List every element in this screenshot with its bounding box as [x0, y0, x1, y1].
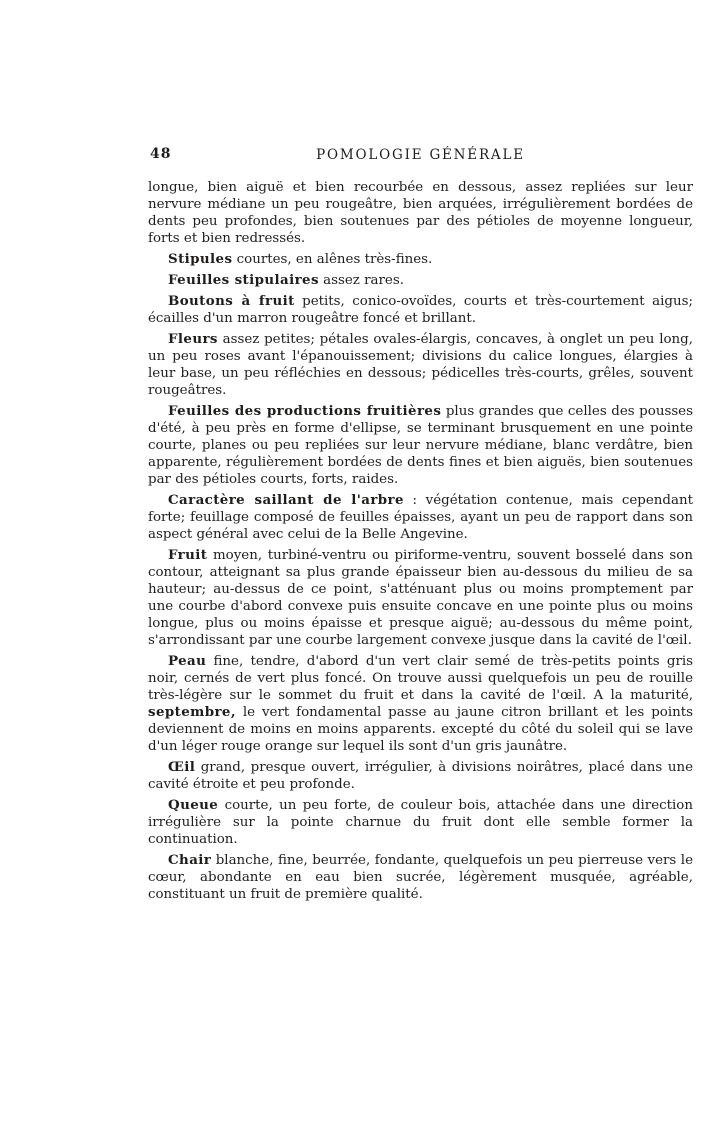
paragraph-text: grand, presque ouvert, irrégulier, à divisions noirâtres, placé dans une cavité étroite et peu profonde.	[148, 760, 693, 792]
page-number: 48	[150, 146, 172, 162]
paragraph-lead: Feuilles stipulaires	[168, 272, 319, 288]
paragraph-lead: Peau	[168, 653, 207, 669]
paragraph-lead: Caractère saillant de l'arbre	[168, 492, 404, 508]
paragraph-lead: Chair	[168, 852, 212, 868]
paragraph-text: assez rares.	[318, 273, 404, 288]
paragraph	[148, 272, 693, 289]
paragraph-text: moyen, turbiné-ventru ou piriforme-ventru, souvent bosselé dans son contour, atteignant sa plus grande épaisseur bien au-dessous du milieu de sa hauteur; au-dessus de ce point, s'atténuant plus ou moins promptement par une courbe d'abord convexe puis ensuite concave en une pointe plus ou moins longue, plus ou moins épaisse et presque aiguë; au-dessous du même point, s'arrondissant par une courbe largement convexe jusque dans la cavité de l'œil.	[148, 548, 693, 648]
paragraph-lead: Stipules	[168, 251, 233, 267]
paragraph	[148, 797, 693, 848]
paragraph-lead: Queue	[168, 797, 219, 813]
paragraph	[148, 179, 693, 247]
paragraph-text: blanche, fine, beurrée, fondante, quelquefois un peu pierreuse vers le cœur, abondante en eau bien sucrée, légèrement musquée, agréable, constituant un fruit de première qualité.	[148, 853, 693, 902]
paragraph-text: courte, un peu forte, de couleur bois, attachée dans une direction irrégulière sur la pointe charnue du fruit dont elle semble former la continuation.	[148, 798, 693, 847]
paragraph	[148, 492, 693, 543]
paragraph	[148, 759, 693, 793]
paragraph-text: plus grandes que celles des pousses d'été, à peu près en forme d'ellipse, se terminant brusquement en une pointe courte, planes ou peu repliées sur leur nervure médiane, blanc verdâtre, bien apparente, régulièrement bordées de dents fines et bien aiguës, bien soutenues par des pétioles courts, forts, raides.	[148, 404, 693, 487]
paragraph-lead: Œil	[168, 759, 196, 775]
paragraph-text: le vert fondamental passe au jaune citron brillant et les points deviennent de moins en moins apparents. excepté du côté du soleil qui se lave d'un léger rouge orange sur lequel ils sont d'un gris jaunâtre.	[148, 705, 693, 754]
paragraph	[148, 293, 693, 327]
page-title: POMOLOGIE GÉNÉRALE	[316, 147, 525, 163]
paragraph-lead: Boutons à fruit	[168, 293, 295, 309]
paragraph-text: longue, bien aiguë et bien recourbée en dessous, assez repliées sur leur nervure médiane un peu rougeâtre, bien arquées, irrégulièrement bordées de dents peu profondes, bien soutenues par des pétioles de moyenne longueur, forts et bien redressés.	[148, 180, 693, 246]
paragraph-text: assez petites; pétales ovales-élargis, concaves, à onglet un peu long, un peu roses avant l'épanouissement; divisions du calice longues, élargies à leur base, un peu réfléchies en dessous; pédicelles très-courts, grêles, souvent rougeâtres.	[148, 332, 693, 398]
page-body	[148, 179, 693, 903]
paragraph	[148, 403, 693, 488]
paragraph	[148, 251, 693, 268]
paragraph-lead: Feuilles des productions fruitières	[168, 403, 442, 419]
paragraph	[148, 331, 693, 399]
paragraph	[148, 852, 693, 903]
paragraph	[148, 653, 693, 755]
paragraph	[148, 547, 693, 649]
paragraph-lead: septembre,	[148, 704, 236, 720]
paragraph-text: courtes, en alênes très-fines.	[232, 252, 433, 267]
paragraph-text: : végétation contenue, mais cependant forte; feuillage composé de feuilles épaisses, ayant un peu de rapport dans son aspect général avec celui de la Belle Angevine.	[148, 493, 693, 542]
paragraph-lead: Fleurs	[168, 331, 218, 347]
paragraph-text: petits, conico-ovoïdes, courts et très-courtement aigus; écailles d'un marron rougeâtre foncé et brillant.	[148, 294, 693, 326]
running-head	[148, 146, 693, 166]
paragraph-text: fine, tendre, d'abord d'un vert clair semé de très-petits points gris noir, cernés de vert plus foncé. On trouve aussi quelquefois un peu de rouille très-légère sur le sommet du fruit et dans la cavité de l'œil. A la maturité,	[148, 654, 693, 703]
paragraph-lead: Fruit	[168, 547, 208, 563]
